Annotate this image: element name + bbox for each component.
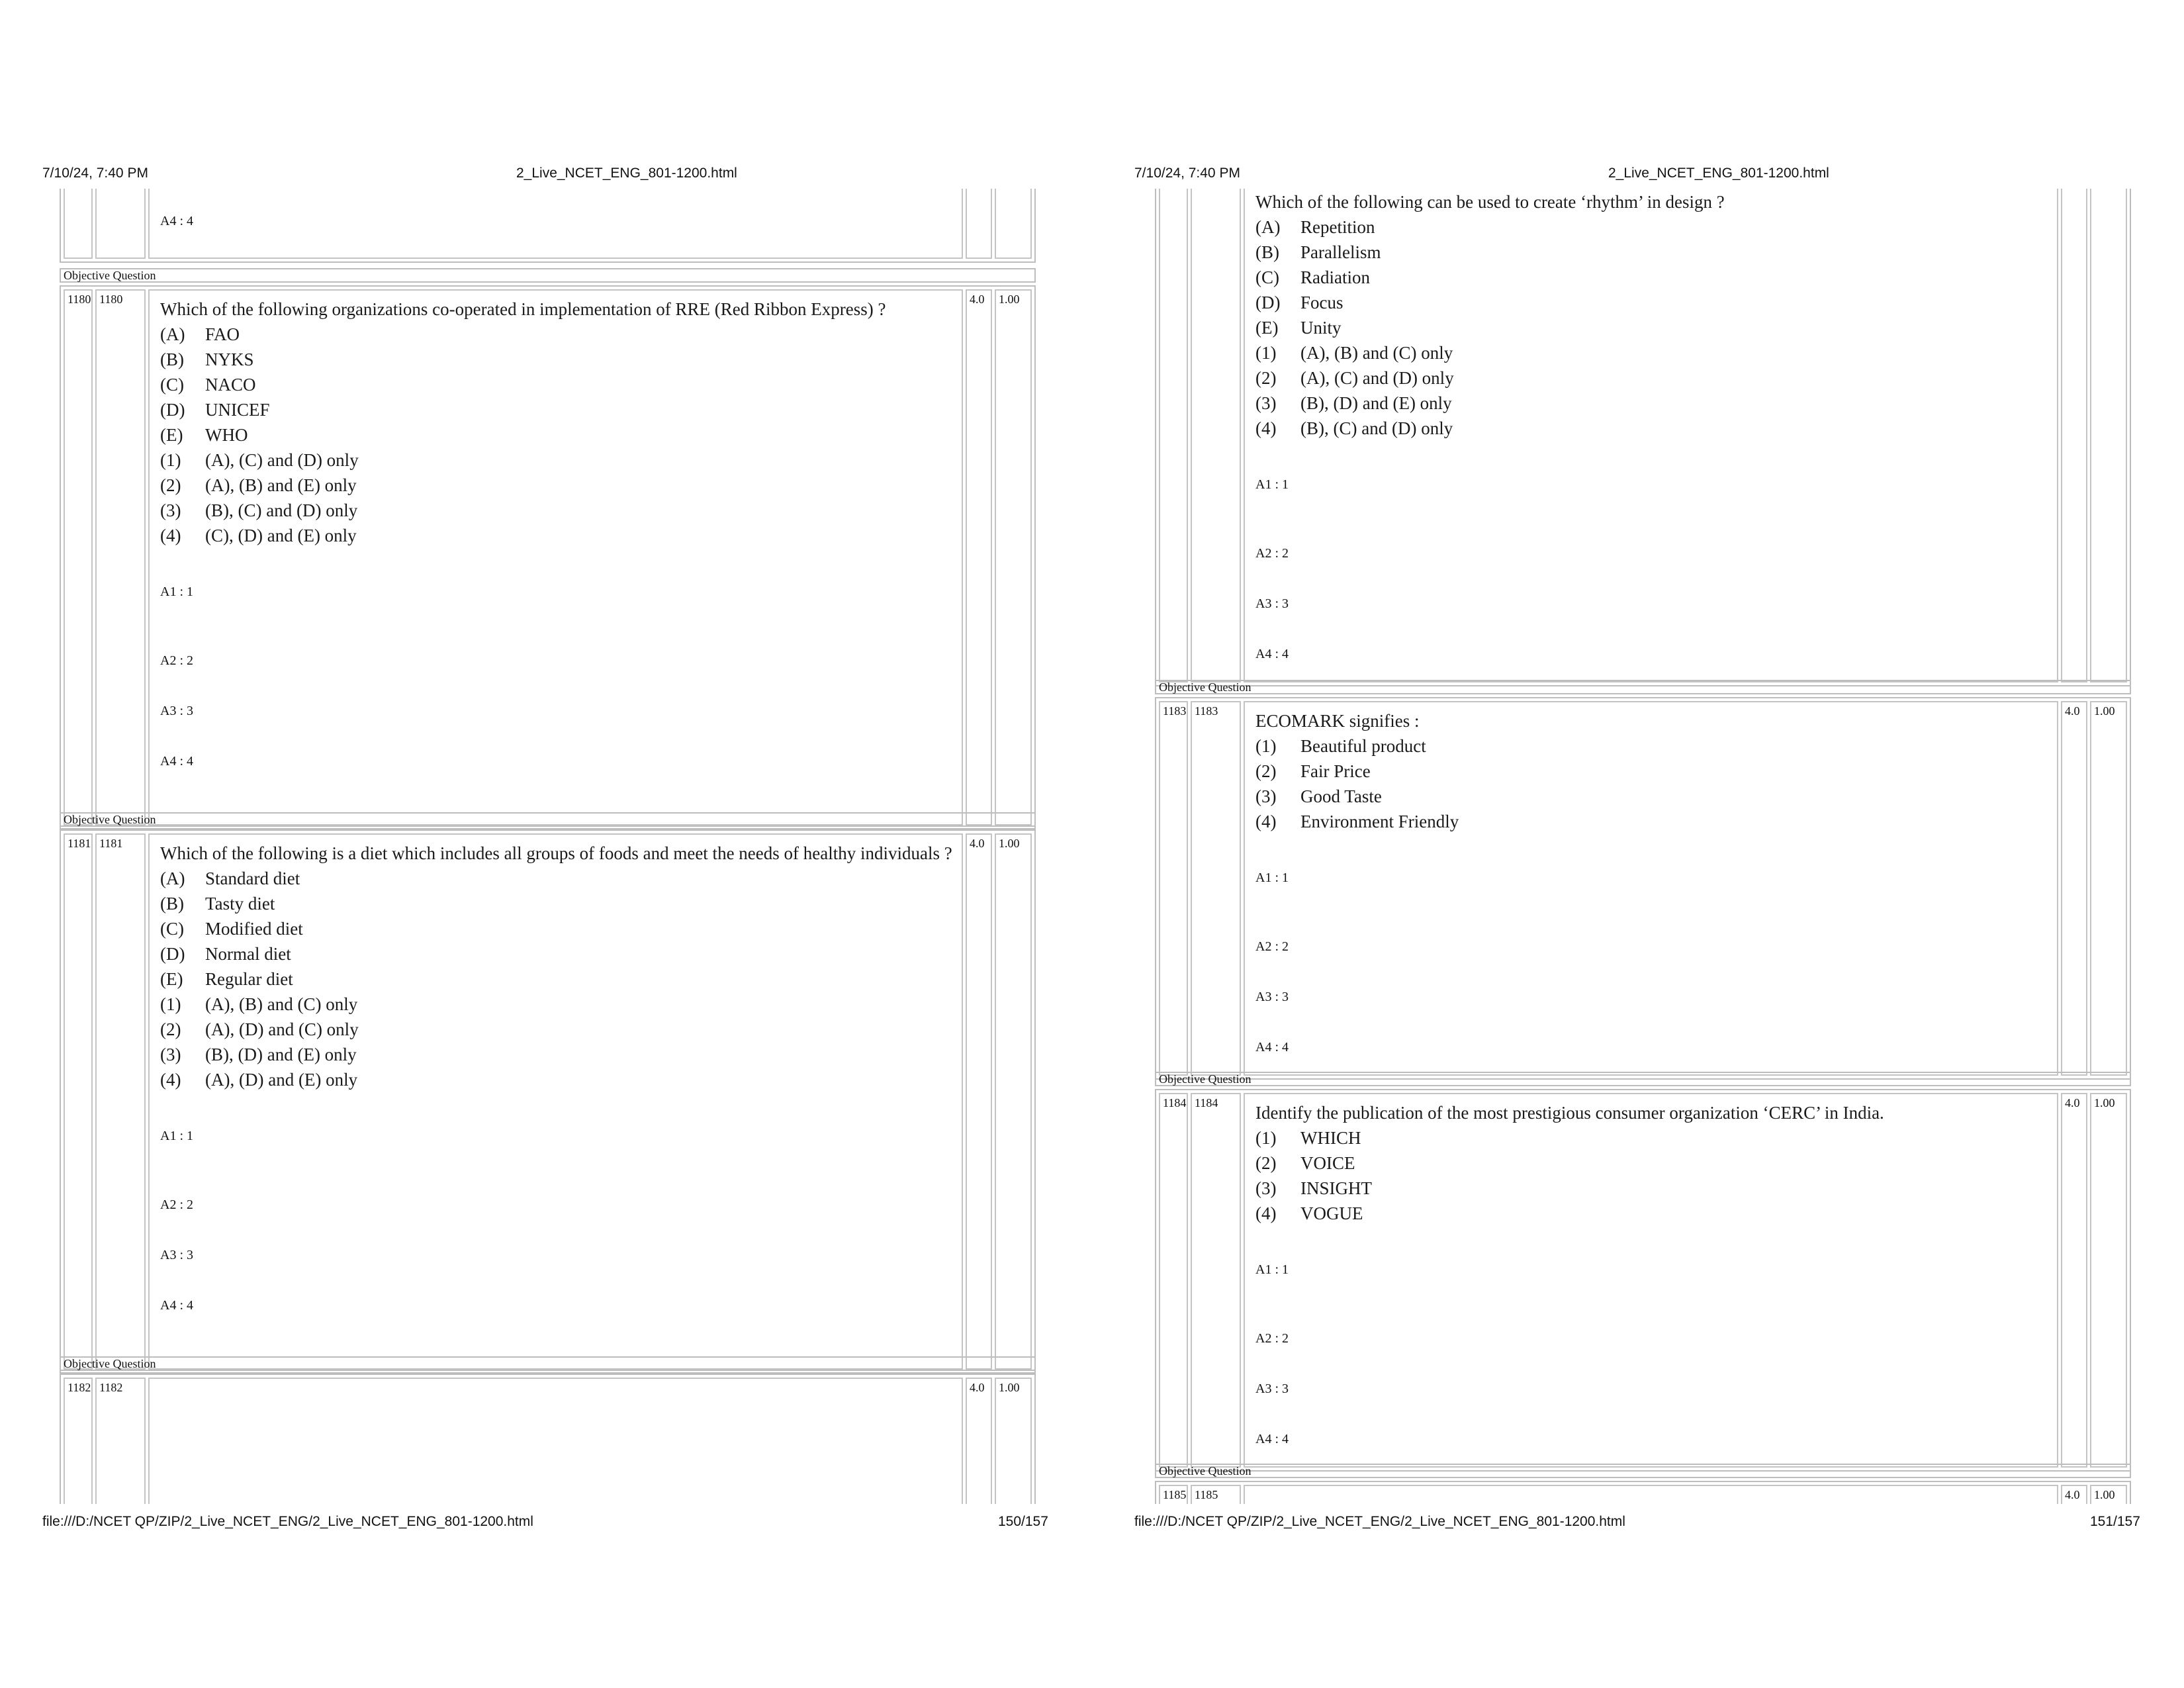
choice-2: (2) Fair Price xyxy=(1255,761,1371,781)
choice-3: (3) (B), (D) and (E) only xyxy=(160,1045,357,1064)
answer-option: A3 : 3 xyxy=(1255,990,1289,1004)
marks: 4.0 xyxy=(2061,1093,2087,1468)
question-stem: Which of the following is a diet which includes all groups of foods and meet the needs of healthy individuals ? xyxy=(160,843,952,863)
question-stem: Which of the following can be used to create ‘rhythm’ in design ? xyxy=(1255,192,1725,212)
question-type-label: Objective Question xyxy=(1155,1072,2131,1086)
choice-3: (3) INSIGHT xyxy=(1255,1178,1372,1198)
choice-4: (4) (B), (C) and (D) only xyxy=(1255,418,1453,438)
choice-1: (1) (A), (B) and (C) only xyxy=(1255,343,1453,363)
serial-number: 1182 xyxy=(64,1378,93,1504)
option-a: (A) FAO xyxy=(160,324,240,344)
answer-option: A2 : 2 xyxy=(160,653,193,668)
question-type-label: Objective Question xyxy=(60,812,1036,827)
answer-option: A2 : 2 xyxy=(1255,546,1289,561)
answer-option: A4 : 4 xyxy=(160,214,193,228)
serial-number: 1183 xyxy=(1159,701,1188,1076)
option-c: (C) Radiation xyxy=(1255,267,1370,287)
answer-option: A1 : 1 xyxy=(1255,870,1289,885)
question-continued xyxy=(1155,189,2131,686)
header-title: 2_Live_NCET_ENG_801-1200.html xyxy=(1608,165,1829,181)
question-id: 1184 xyxy=(1191,1093,1241,1468)
answer-option: A1 : 1 xyxy=(1255,477,1289,492)
choice-4: (4) (C), (D) and (E) only xyxy=(160,526,357,545)
question-stem: Which of the following organizations co-operated in implementation of RRE (Red Ribbon Express) ? xyxy=(160,299,886,319)
question-body xyxy=(1248,1096,2054,1226)
choice-3: (3) (B), (C) and (D) only xyxy=(160,500,358,520)
header-datetime: 7/10/24, 7:40 PM xyxy=(42,165,148,181)
footer-page-number: 150/157 xyxy=(998,1514,1048,1529)
answer-list xyxy=(152,585,959,786)
choice-3: (3) Good Taste xyxy=(1255,786,1382,806)
marks: 4.0 xyxy=(966,1378,992,1504)
serial-number: 1181 xyxy=(64,833,93,1370)
choice-4: (4) VOGUE xyxy=(1255,1203,1363,1223)
answer-option: A4 : 4 xyxy=(160,754,193,769)
question-body xyxy=(1248,704,2054,834)
question-type-label: Objective Question xyxy=(60,1356,1036,1371)
option-c: (C) NACO xyxy=(160,375,256,395)
answer-option: A4 : 4 xyxy=(1255,1432,1289,1446)
answer-option: A2 : 2 xyxy=(160,1197,193,1212)
question-1181 xyxy=(60,829,1036,1374)
question-body xyxy=(152,293,959,548)
marks: 4.0 xyxy=(966,289,992,825)
serial-number: 1180 xyxy=(64,289,93,825)
option-b: (B) Parallelism xyxy=(1255,242,1381,262)
marks: 4.0 xyxy=(2061,701,2087,1076)
answer-option: A4 : 4 xyxy=(1255,647,1289,661)
option-d: (D) UNICEF xyxy=(160,400,270,420)
marks: 4.0 xyxy=(2061,1485,2087,1504)
option-d: (D) Normal diet xyxy=(160,944,291,964)
answer-option: A3 : 3 xyxy=(160,1248,193,1262)
answer-option: A4 : 4 xyxy=(160,1298,193,1313)
question-id: 1182 xyxy=(95,1378,146,1504)
header-datetime: 7/10/24, 7:40 PM xyxy=(1134,165,1240,181)
choice-1: (1) Beautiful product xyxy=(1255,736,1426,756)
answer-option: A1 : 1 xyxy=(160,585,193,599)
option-e: (E) WHO xyxy=(160,425,248,445)
negative-marks: 1.00 xyxy=(2090,1093,2127,1468)
answer-list xyxy=(1248,1263,2054,1464)
question-id: 1180 xyxy=(95,289,146,825)
question-type-label: Objective Question xyxy=(1155,680,2131,694)
footer-file-path: file:///D:/NCET QP/ZIP/2_Live_NCET_ENG/2_Live_NCET_ENG_801-1200.html xyxy=(1134,1514,1625,1529)
question-type-label: Objective Question xyxy=(60,268,1036,283)
answer-option: A2 : 2 xyxy=(1255,939,1289,954)
choice-2: (2) (A), (D) and (C) only xyxy=(160,1019,359,1039)
answer-option: A3 : 3 xyxy=(1255,1382,1289,1396)
option-b: (B) NYKS xyxy=(160,350,254,369)
answer-option: A1 : 1 xyxy=(160,1129,193,1143)
negative-marks: 1.00 xyxy=(995,289,1032,825)
question-body xyxy=(1248,191,2054,441)
choice-4: (4) (A), (D) and (E) only xyxy=(160,1070,358,1090)
choice-2: (2) VOICE xyxy=(1255,1153,1355,1173)
negative-marks: 1.00 xyxy=(995,833,1032,1370)
choice-1: (1) (A), (B) and (C) only xyxy=(160,994,358,1014)
question-1185 xyxy=(1155,1481,2131,1504)
question-id: 1183 xyxy=(1191,701,1241,1076)
footer-file-path: file:///D:/NCET QP/ZIP/2_Live_NCET_ENG/2_Live_NCET_ENG_801-1200.html xyxy=(42,1514,533,1529)
question-type-label: Objective Question xyxy=(1155,1464,2131,1478)
negative-marks: 1.00 xyxy=(2090,1485,2127,1504)
option-e: (E) Regular diet xyxy=(160,969,293,989)
choice-1: (1) WHICH xyxy=(1255,1128,1361,1148)
question-1183 xyxy=(1155,697,2131,1080)
option-a: (A) Repetition xyxy=(1255,217,1375,237)
choice-2: (2) (A), (B) and (E) only xyxy=(160,475,357,495)
question-1182 xyxy=(60,1374,1036,1504)
answer-option: A3 : 3 xyxy=(1255,596,1289,611)
question-1184 xyxy=(1155,1089,2131,1472)
answer-list xyxy=(1248,871,2054,1072)
answer-list xyxy=(1248,478,2054,679)
question-list xyxy=(60,189,1036,1504)
option-d: (D) Focus xyxy=(1255,293,1343,312)
answer-option: A2 : 2 xyxy=(1255,1331,1289,1346)
question-id: 1181 xyxy=(95,833,146,1370)
answer-option: A1 : 1 xyxy=(1255,1262,1289,1277)
serial-number: 1184 xyxy=(1159,1093,1188,1468)
answer-list xyxy=(152,1129,959,1331)
serial-number: 1185 xyxy=(1159,1485,1188,1504)
negative-marks: 1.00 xyxy=(995,1378,1032,1504)
option-e: (E) Unity xyxy=(1255,318,1342,338)
choice-1: (1) (A), (C) and (D) only xyxy=(160,450,359,470)
header-title: 2_Live_NCET_ENG_801-1200.html xyxy=(516,165,737,181)
question-stem: ECOMARK signifies : xyxy=(1255,711,1420,731)
choice-3: (3) (B), (D) and (E) only xyxy=(1255,393,1452,413)
choice-4: (4) Environment Friendly xyxy=(1255,812,1459,831)
print-page-151 xyxy=(1092,0,2184,1688)
question-1180 xyxy=(60,285,1036,829)
answer-option: A3 : 3 xyxy=(160,704,193,718)
footer-page-number: 151/157 xyxy=(2090,1514,2140,1529)
option-b: (B) Tasty diet xyxy=(160,894,275,914)
answer-option: A4 : 4 xyxy=(1255,1040,1289,1055)
question-table-fragment-box xyxy=(60,189,1036,263)
option-a: (A) Standard diet xyxy=(160,868,300,888)
question-list xyxy=(1155,189,2131,1504)
question-body xyxy=(152,837,959,1092)
question-stem: Identify the publication of the most prestigious consumer organization ‘CERC’ in India. xyxy=(1255,1103,1884,1123)
question-id: 1185 xyxy=(1191,1485,1241,1504)
marks: 4.0 xyxy=(966,833,992,1370)
choice-2: (2) (A), (C) and (D) only xyxy=(1255,368,1454,388)
negative-marks: 1.00 xyxy=(2090,701,2127,1076)
option-c: (C) Modified diet xyxy=(160,919,303,939)
